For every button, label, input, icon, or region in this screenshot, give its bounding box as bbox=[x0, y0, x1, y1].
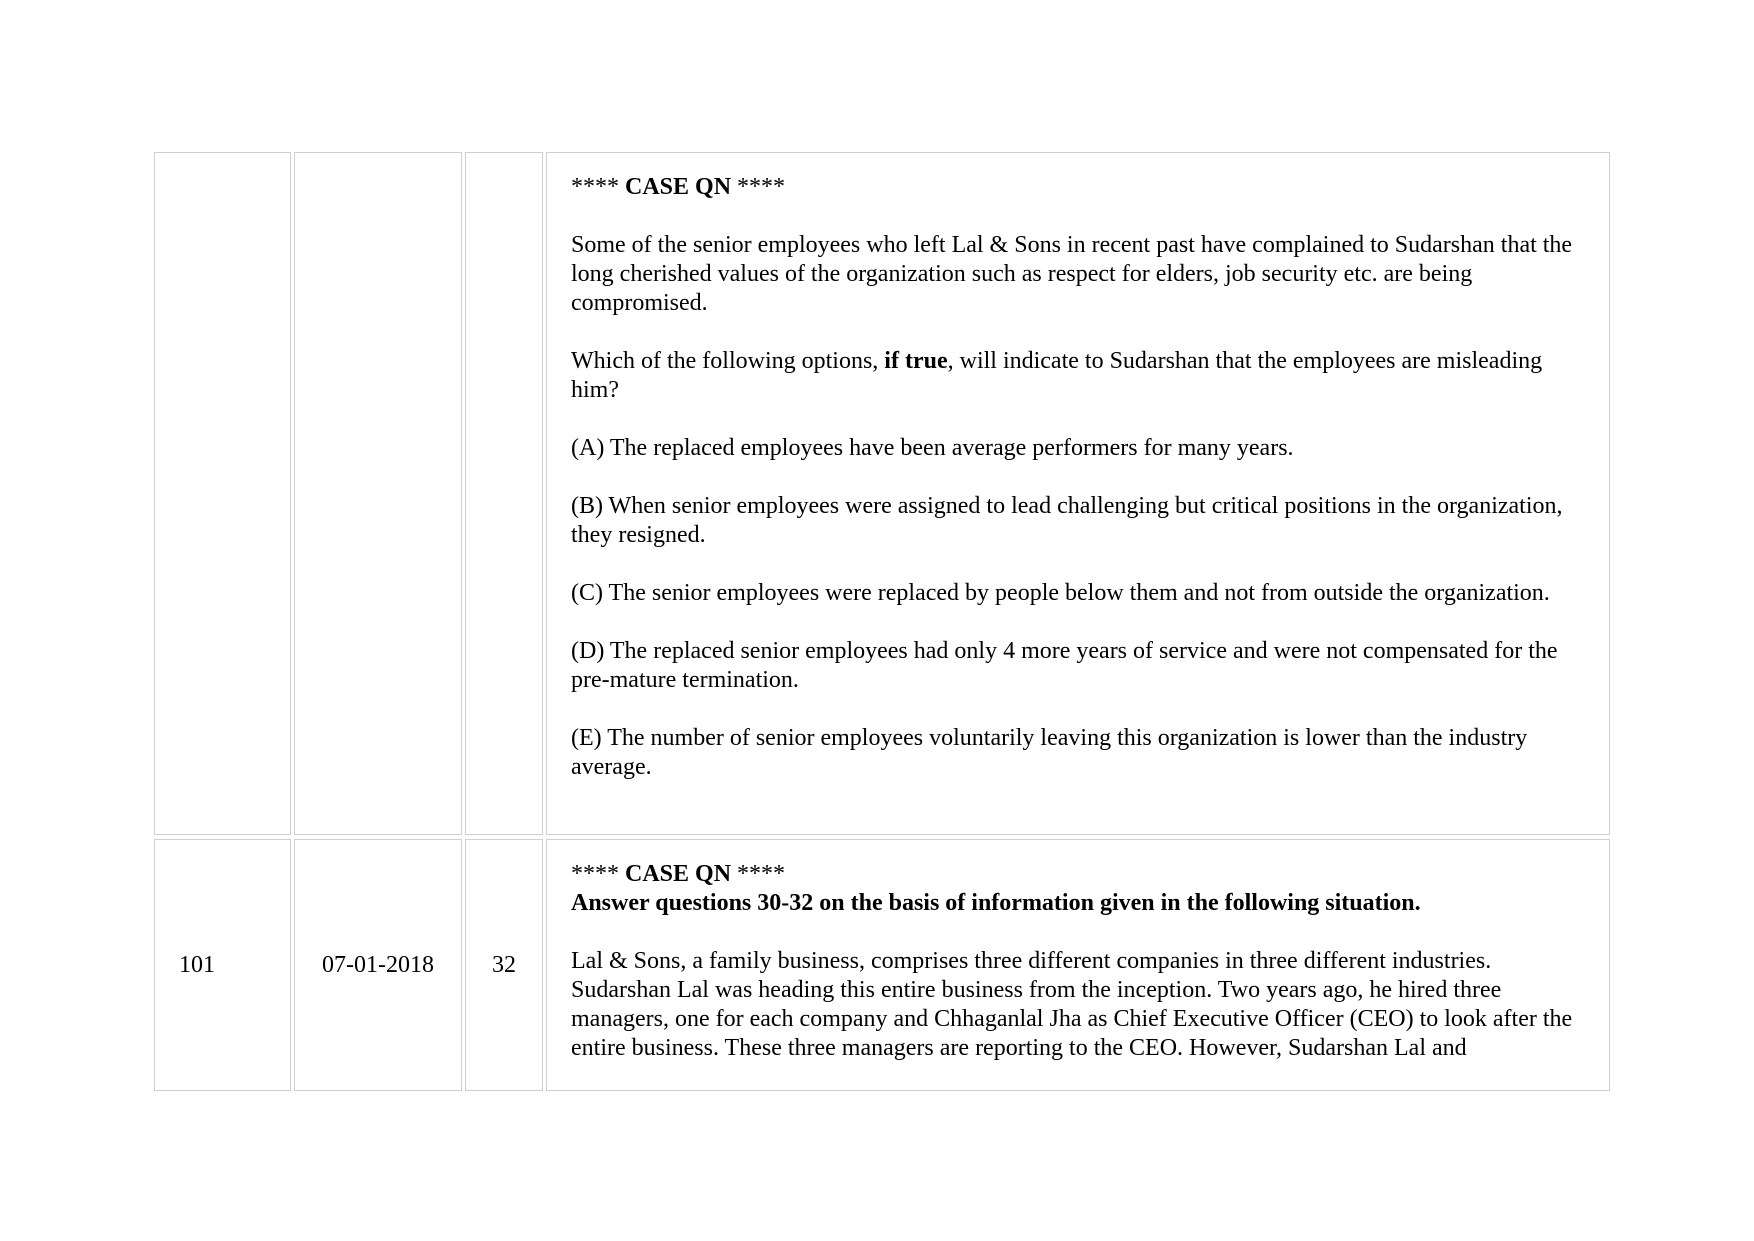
row1-date-cell bbox=[294, 152, 462, 835]
row2-question-cell bbox=[546, 839, 1610, 1091]
row2-qno-cell bbox=[465, 839, 543, 1091]
marker-stars-left: **** bbox=[571, 174, 625, 200]
case-qn-marker bbox=[571, 173, 1587, 202]
instruction-text: Answer questions 30-32 on the basis of information given in the following situation. bbox=[571, 890, 1421, 916]
marker-stars-left: **** bbox=[571, 861, 625, 887]
row1-serial-cell bbox=[154, 152, 291, 835]
case-instruction bbox=[571, 889, 1587, 918]
option-c: (C) The senior employees were replaced by people below them and not from outside the organization. bbox=[571, 580, 1550, 606]
marker-stars-right: **** bbox=[731, 861, 786, 887]
case-qn-marker-2 bbox=[571, 860, 1587, 889]
case-paragraph-2: Lal & Sons, a family business, comprises three different companies in three different industries. Sudarshan Lal was heading this entire business from the inception. Two years ago, he hired three managers, one for each company and Chhaganlal Jha as Chief Executive Officer (CEO) to look after the entire business. These three managers are reporting to the CEO. However, Sudarshan Lal and bbox=[571, 948, 1573, 1061]
question-text bbox=[571, 347, 1587, 405]
case-paragraph: Some of the senior employees who left Lal & Sons in recent past have complained to Sudarshan that the long cherished values of the organization such as respect for elders, job security etc. are being compromised. bbox=[571, 232, 1573, 316]
marker-label: CASE QN bbox=[625, 174, 732, 200]
question-before: Which of the following options, bbox=[571, 348, 885, 374]
question-after: , will indicate to Sudarshan that the employees are misleading him? bbox=[571, 348, 1543, 403]
serial-number: 101 bbox=[179, 951, 215, 978]
row1-qno-cell bbox=[465, 152, 543, 835]
option-d: (D) The replaced senior employees had only 4 more years of service and were not compensated for the pre-mature termination. bbox=[571, 638, 1558, 693]
marker-stars-right: **** bbox=[731, 174, 786, 200]
question-number: 32 bbox=[492, 951, 516, 978]
question-date: 07-01-2018 bbox=[322, 951, 434, 978]
row2-question-content bbox=[547, 840, 1609, 1063]
option-a: (A) The replaced employees have been average performers for many years. bbox=[571, 435, 1294, 461]
option-e: (E) The number of senior employees voluntarily leaving this organization is lower than the industry average. bbox=[571, 725, 1528, 780]
row1-question-cell bbox=[546, 152, 1610, 835]
row2-serial-cell bbox=[154, 839, 291, 1091]
marker-label: CASE QN bbox=[625, 861, 732, 887]
row1-question-content bbox=[547, 153, 1609, 782]
row2-date-cell bbox=[294, 839, 462, 1091]
option-b: (B) When senior employees were assigned to lead challenging but critical positions in the organization, they resigned. bbox=[571, 493, 1563, 548]
question-bold: if true bbox=[884, 348, 948, 374]
